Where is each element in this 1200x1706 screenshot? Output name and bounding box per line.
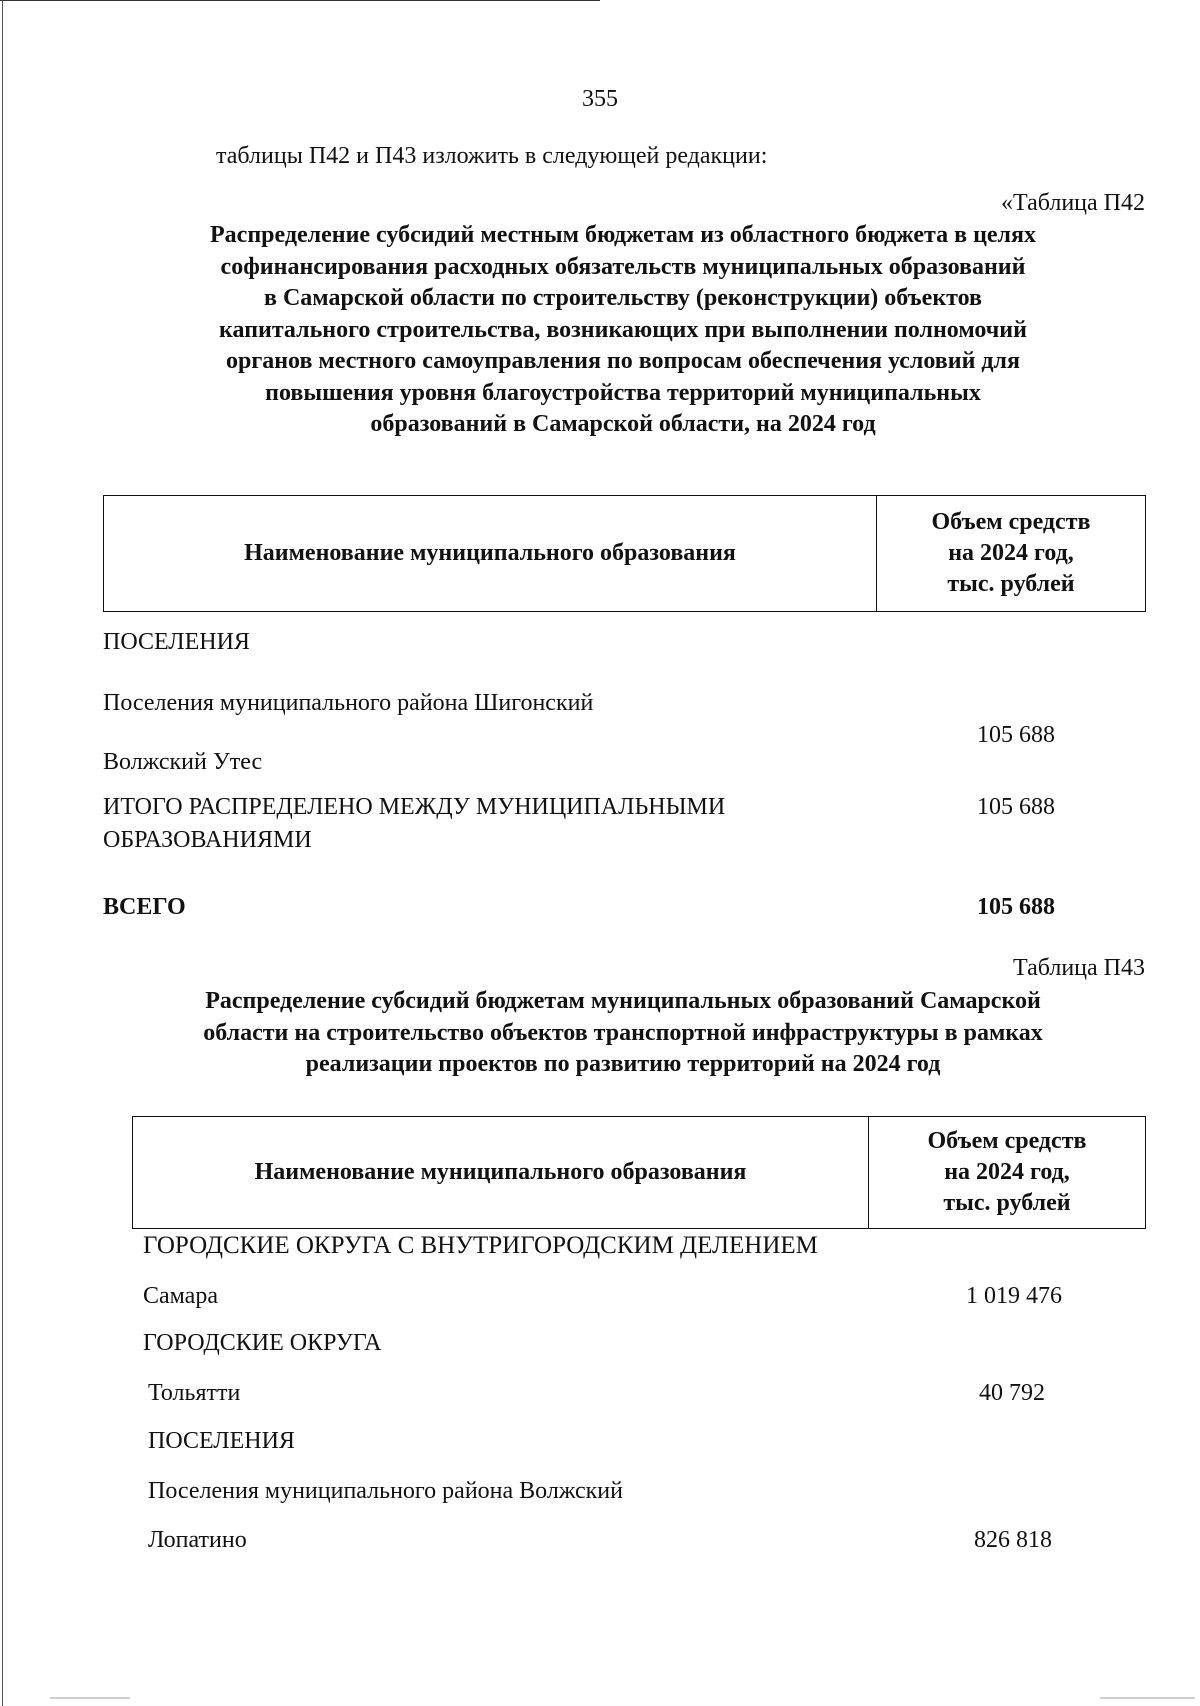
table-p43-row-name: Самара xyxy=(143,1283,218,1309)
table-p43-row-value: 1 019 476 xyxy=(966,1283,1062,1309)
table-p43-title xyxy=(100,986,1146,1081)
table-p42-title-line: в Самарской области по строительству (реконструкции) объектов xyxy=(264,285,982,311)
table-p43-title-line: области на строительство объектов транспортной инфраструктуры в рамках xyxy=(203,1019,1043,1046)
table-p42-title-line: Распределение субсидий местным бюджетам из областного бюджета в целях xyxy=(210,222,1036,248)
header-amount-line: на 2024 год, xyxy=(944,1159,1070,1185)
header-amount-line: на 2024 год, xyxy=(948,540,1074,566)
table-p43-row-name: Тольятти xyxy=(148,1380,241,1406)
header-amount-line: тыс. рублей xyxy=(943,1190,1071,1216)
table-p42-title xyxy=(100,220,1146,441)
table-p43-row-name: ГОРОДСКИЕ ОКРУГА xyxy=(143,1330,382,1356)
table-p42-row-name: Волжский Утес xyxy=(103,749,263,775)
table-p42-title-line: образований в Самарской области, на 2024 год xyxy=(370,411,876,437)
table-p42-row-value: 105 688 xyxy=(977,722,1055,748)
table-p43-row-name: Лопатино xyxy=(148,1527,247,1553)
scan-edge-top xyxy=(0,0,600,1)
table-p42-title-line: софинансирования расходных обязательств муниципальных образований xyxy=(220,253,1026,280)
table-p43-title-line: реализации проектов по развитию территорий на 2024 год xyxy=(305,1051,941,1077)
table-p43-row-name: Поселения муниципального района Волжский xyxy=(148,1478,623,1504)
table-p43-row-value: 40 792 xyxy=(979,1380,1045,1406)
table-p42-header xyxy=(103,495,1146,612)
table-p42-title-line: повышения уровня благоустройства территорий муниципальных xyxy=(265,379,981,406)
table-p43-row-value: 826 818 xyxy=(974,1527,1052,1553)
header-amount-line: тыс. рублей xyxy=(947,571,1075,597)
scan-smudge xyxy=(1100,1697,1195,1699)
table-p42-header-amount xyxy=(877,496,1146,612)
header-amount-line: Объем средств xyxy=(927,1128,1087,1154)
table-p42-label: «Таблица П42 xyxy=(1001,190,1145,216)
table-p42-title-line: капитального строительства, возникающих при выполнении полномочий xyxy=(219,316,1027,343)
header-amount-line: Объем средств xyxy=(931,509,1091,535)
intro-text: таблицы П42 и П43 изложить в следующей редакции: xyxy=(216,143,768,169)
table-p42-total-value: 105 688 xyxy=(977,894,1055,920)
table-p43-title-line: Распределение субсидий бюджетам муниципальных образований Самарской xyxy=(205,988,1041,1014)
table-p42-row-name: ПОСЕЛЕНИЯ xyxy=(103,629,250,655)
table-p42-row-value: 105 688 xyxy=(977,794,1055,820)
table-p42-total-label: ВСЕГО xyxy=(103,894,186,920)
table-p43-header xyxy=(132,1116,1146,1229)
page-number: 355 xyxy=(582,86,618,112)
scan-edge-left xyxy=(2,0,3,1706)
table-p42-row-name: ОБРАЗОВАНИЯМИ xyxy=(103,827,312,853)
table-p43-header-amount xyxy=(869,1117,1146,1229)
table-p43-label: Таблица П43 xyxy=(1013,955,1145,981)
table-p42-header-name: Наименование муниципального образования xyxy=(104,496,877,612)
table-p42-row-name: ИТОГО РАСПРЕДЕЛЕНО МЕЖДУ МУНИЦИПАЛЬНЫМИ xyxy=(103,794,726,820)
scan-smudge xyxy=(50,1697,130,1699)
table-p43-row-name: ГОРОДСКИЕ ОКРУГА С ВНУТРИГОРОДСКИМ ДЕЛЕНИЕМ xyxy=(143,1232,818,1259)
table-p43-row-name: ПОСЕЛЕНИЯ xyxy=(148,1428,295,1454)
table-p42-row-name: Поселения муниципального района Шигонский xyxy=(103,690,594,716)
table-p42-title-line: органов местного самоуправления по вопросам обеспечения условий для xyxy=(225,348,1020,374)
table-p43-header-name: Наименование муниципального образования xyxy=(133,1117,869,1229)
